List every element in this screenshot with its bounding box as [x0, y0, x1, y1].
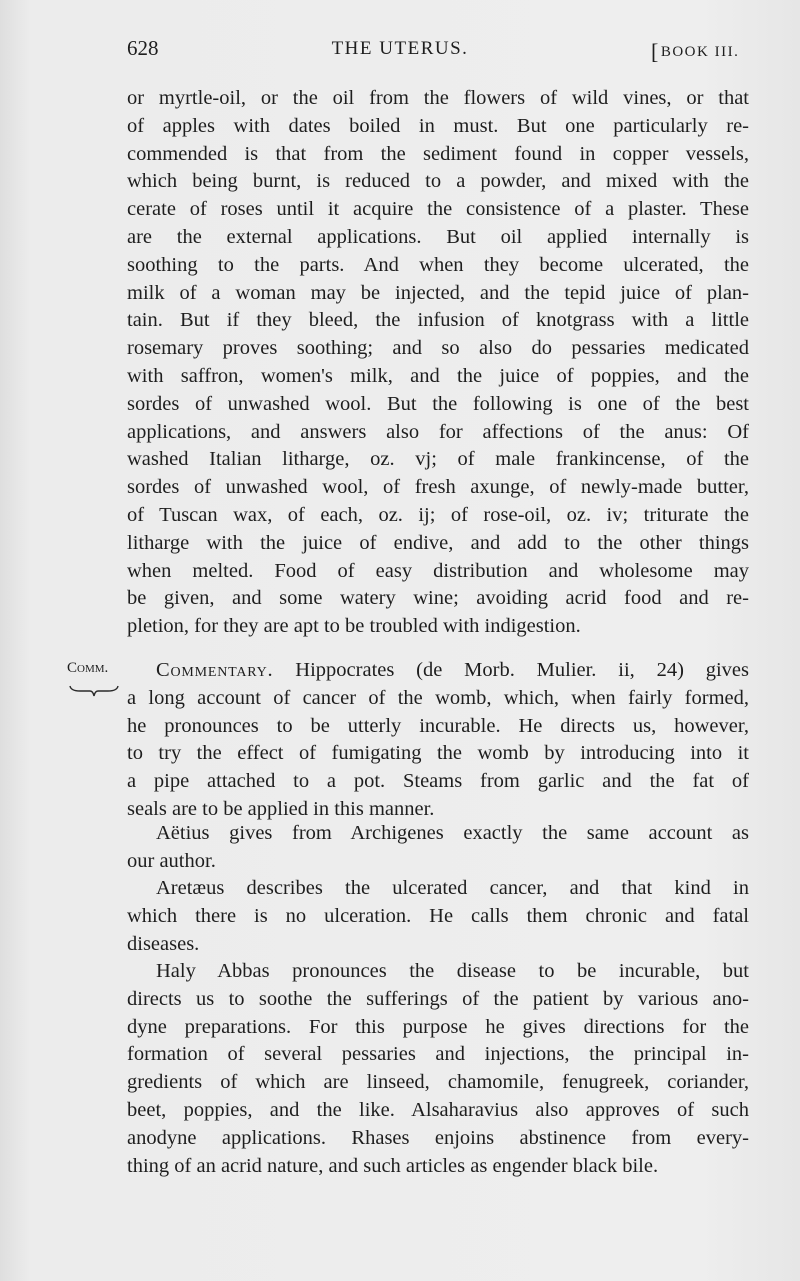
book-reference-label: BOOK III. [660, 44, 740, 60]
book-reference [651, 36, 739, 62]
text-line: anodyne applications. Rhases enjoins abstinence from every- [127, 1126, 749, 1149]
text-line: sordes of unwashed wool, of fresh axunge, of newly-made butter, [127, 476, 749, 499]
text-line: when melted. Food of easy distribution and wholesome may [127, 559, 749, 582]
text-line: gredients of which are linseed, chamomile, fenugreek, coriander, [127, 1071, 749, 1094]
text-line: milk of a woman may be injected, and the tepid juice of plan- [127, 281, 749, 304]
text-line: of apples with dates boiled in must. But one particularly re- [127, 114, 749, 137]
commentary-heading: Commentary. [156, 659, 274, 681]
text-line: diseases. [127, 932, 200, 955]
text-line: rosemary proves soothing; and so also do pessaries medicated [127, 337, 749, 360]
paragraph-continuation [127, 85, 749, 641]
text-line: sordes of unwashed wool. But the following is one of the best [127, 392, 749, 415]
text-line: or myrtle-oil, or the oil from the flowers of wild vines, or that [127, 87, 749, 109]
text-line: Haly Abbas pronounces the disease to be incurable, but [156, 960, 749, 982]
text-line: of Tuscan wax, of each, oz. ij; of rose-oil, oz. iv; triturate the [127, 503, 749, 526]
text-line: washed Italian litharge, oz. vj; of male frankincense, of the [127, 448, 749, 471]
book-reference-bracket: [ [651, 39, 660, 64]
text-line: with saffron, women's milk, and the juice of poppies, and the [127, 364, 749, 387]
text-line: a long account of cancer of the womb, which, when fairly formed, [127, 686, 749, 709]
text-line: Aëtius gives from Archigenes exactly the same account as [156, 822, 749, 844]
text-line: directs us to soothe the sufferings of the patient by various ano- [127, 987, 749, 1010]
text-line [127, 657, 749, 685]
text-line: pletion, for they are apt to be troubled with indigestion. [127, 615, 581, 638]
text-line: commended is that from the sediment found in copper vessels, [127, 142, 749, 165]
text-line: be given, and some watery wine; avoiding acrid food and re- [127, 587, 749, 610]
text-line: cerate of roses until it acquire the consistence of a plaster. These [127, 198, 749, 221]
text-line: our author. [127, 849, 216, 872]
text-line: formation of several pessaries and injections, the principal in- [127, 1043, 749, 1066]
text-line: dyne preparations. For this purpose he gives directions for the [127, 1015, 749, 1038]
margin-brace-icon [68, 684, 120, 698]
text-line: tain. But if they bleed, the infusion of knotgrass with a little [127, 309, 749, 332]
running-header [0, 36, 800, 66]
text-line: soothing to the parts. And when they become ulcerated, the [127, 253, 749, 276]
text-line: to try the effect of fumigating the womb by introducing into it [127, 742, 749, 765]
text-line: applications, and answers also for affections of the anus: Of [127, 420, 749, 443]
text-line: which being burnt, is reduced to a powder, and mixed with the [127, 170, 749, 193]
text-line: seals are to be applied in this manner. [127, 797, 435, 820]
text-line: Aretæus describes the ulcerated cancer, and that kind in [156, 877, 749, 899]
text-line: are the external applications. But oil applied internally is [127, 225, 749, 248]
paragraph-aretaeus [127, 875, 749, 958]
margin-note: Comm. [67, 660, 109, 676]
paragraph-haly-abbas [127, 958, 749, 1180]
paragraph-aetius [127, 820, 749, 876]
text-line-rest: Hippocrates (de Morb. Mulier. ii, 24) gives [273, 659, 749, 681]
text-line: which there is no ulceration. He calls them chronic and fatal [127, 904, 749, 927]
text-line: a pipe attached to a pot. Steams from garlic and the fat of [127, 770, 749, 793]
text-line: thing of an acrid nature, and such articles as engender black bile. [127, 1154, 659, 1177]
text-line: beet, poppies, and the like. Alsaharavius also approves of such [127, 1098, 749, 1121]
text-line: litharge with the juice of endive, and add to the other things [127, 531, 749, 554]
running-title: THE UTERUS. [331, 38, 469, 59]
text-line: he pronounces to be utterly incurable. He directs us, however, [127, 714, 749, 737]
paragraph-commentary [127, 657, 749, 824]
page-number: 628 [127, 36, 159, 60]
